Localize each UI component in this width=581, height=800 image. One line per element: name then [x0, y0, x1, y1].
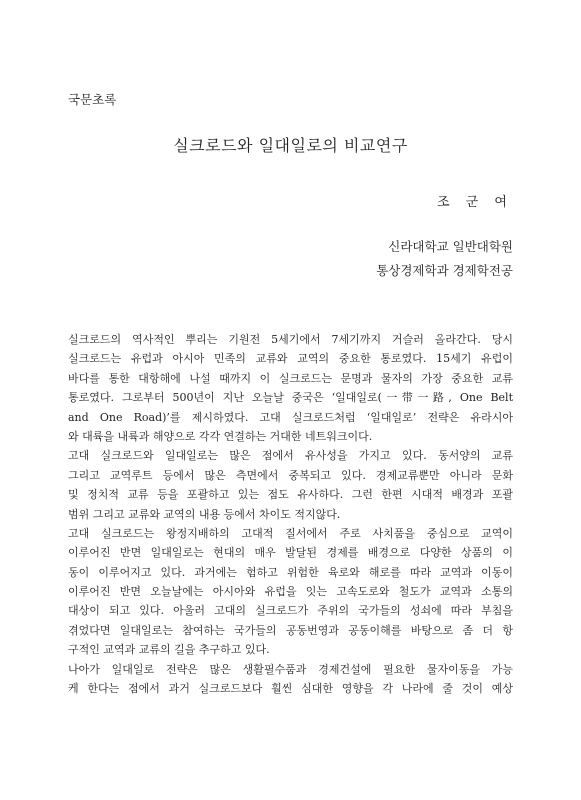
abstract-line: 나아가 일대일로 전략은 많은 생활필수품과 경제건설에 필요한 물자이동을 가능 — [68, 662, 513, 676]
section-label: 국문초록 — [68, 92, 117, 107]
abstract-line: 실크로드는 유럽과 아시아 민족의 교류와 교역의 중요한 통로였다. 15세기 유럽이 — [68, 352, 513, 366]
abstract-line: and One Road)’를 제시하였다. 고대 실크로드처럼 ‘일대일로’ 전략은 유라시아 — [68, 410, 513, 424]
abstract-line: 구적인 교역과 교류의 길을 추구하고 있다. — [68, 643, 270, 657]
abstract-line: 이루어진 반면 일대일로는 현대의 매우 발달된 경제를 배경으로 다양한 상품의 이 — [68, 546, 513, 560]
abstract-line: 바다를 통한 대항해에 나설 때까지 이 실크로드는 문명과 물자의 가장 중요한 교류 — [68, 371, 513, 385]
abstract-line: 이루어진 반면 오늘날에는 아시아와 유럽을 잇는 고속도로와 철도가 교역과 소통의 — [68, 585, 513, 599]
abstract-line: 케 한다는 점에서 과거 실크로드보다 훨씬 심대한 영향을 각 나라에 줄 것이 예상 — [68, 682, 513, 696]
abstract-body — [68, 330, 513, 698]
abstract-line: 고대 실크로드는 왕정지배하의 고대적 질서에서 주로 사치품을 중심으로 교역이 — [68, 526, 513, 540]
paper-title: 실크로드와 일대일로의 비교연구 — [173, 136, 408, 155]
abstract-line: 통로였다. 그로부터 500년이 지난 오늘날 중국은 ‘일대일로(一带一路, One Belt — [68, 391, 513, 405]
affiliation-department: 통상경제학과 경제학전공 — [376, 263, 513, 278]
abstract-line: 대상이 되고 있다. 아울러 고대의 실크로드가 주위의 국가들의 성쇠에 따라 부침을 — [68, 604, 513, 618]
abstract-line: 그리고 교역루트 등에서 많은 측면에서 중복되고 있다. 경제교류뿐만 아니라 문화 — [68, 468, 513, 482]
abstract-line: 와 대륙을 내륙과 해양으로 각각 연결하는 거대한 네트워크이다. — [68, 429, 373, 443]
abstract-line: 범위 그리고 교류와 교역의 내용 등에서 차이도 적지않다. — [68, 507, 341, 521]
abstract-line: 고대 실크로드와 일대일로는 많은 점에서 유사성을 가지고 있다. 동서양의 교류 — [68, 449, 513, 463]
abstract-line: 및 정치적 교류 등을 포괄하고 있는 점도 유사하다. 그런 한편 시대적 배경과 포괄 — [68, 488, 513, 502]
abstract-line: 겪었다면 일대일로는 참여하는 국가들의 공동번영과 공동이해를 바탕으로 좀 더 항 — [68, 623, 513, 637]
affiliation-university: 신라대학교 일반대학원 — [388, 239, 513, 254]
abstract-line: 동이 이루어지고 있다. 과거에는 험하고 위험한 육로와 해로를 따라 교역과 이동이 — [68, 565, 513, 579]
author-name: 조 군 여 — [437, 195, 513, 210]
abstract-line: 실크로드의 역사적인 뿌리는 기원전 5세기에서 7세기까지 거슬러 올라간다. 당시 — [68, 333, 513, 346]
